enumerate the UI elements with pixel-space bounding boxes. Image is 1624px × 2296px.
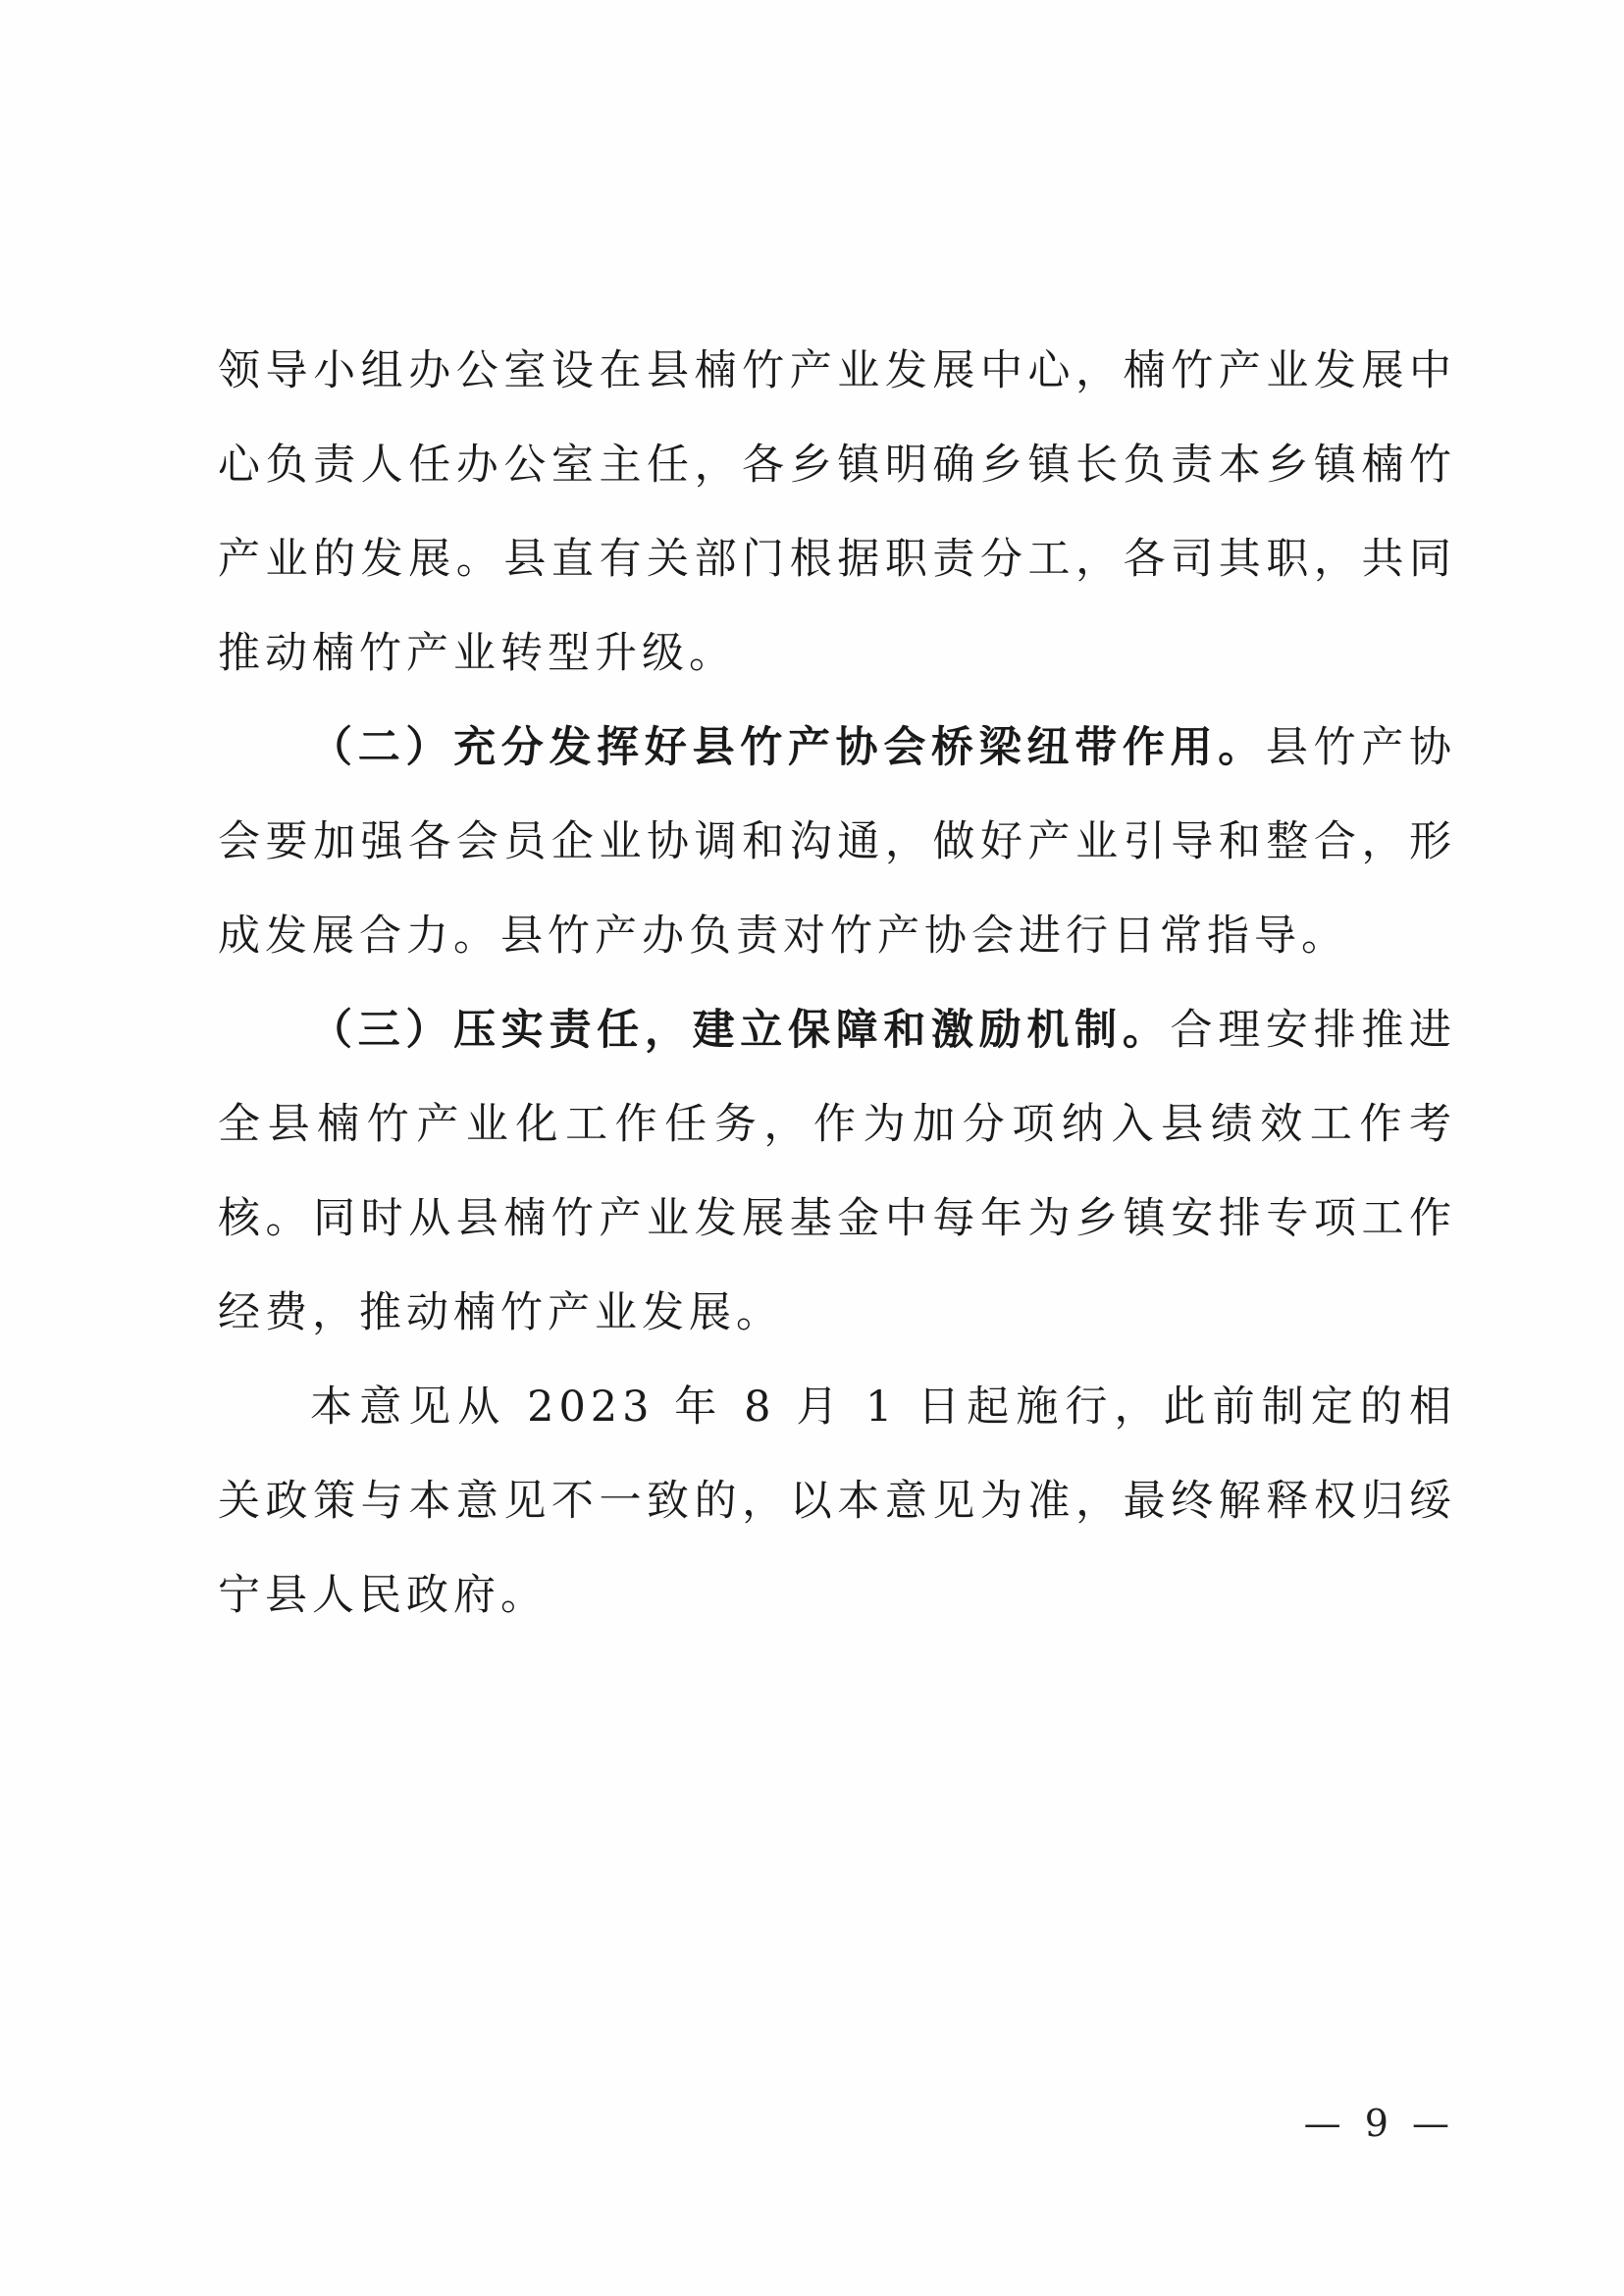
paragraph-3-heading: （三）压实责任，建立保障和激励机制。 <box>310 1006 1171 1055</box>
paragraph-2 <box>218 701 1456 983</box>
paragraph-3-text: 合理安排推进全县楠竹产业化工作任务，作为加分项纳入县绩效工作考核。同时从县楠竹产业发展基金中每年为乡镇安排专项工作经费，推动楠竹产业发展。 <box>218 1006 1457 1337</box>
paragraph-3 <box>218 983 1456 1360</box>
document-body <box>218 324 1456 1643</box>
paragraph-1-text: 领导小组办公室设在县楠竹产业发展中心，楠竹产业发展中心负责人任办公室主任，各乡镇明确乡镇长负责本乡镇楠竹产业的发展。县直有关部门根据职责分工，各司其职，共同推动楠竹产业转型升级。 <box>218 346 1456 678</box>
paragraph-4-text: 本意见从 2023 年 8 月 1 日起施行，此前制定的相关政策与本意见不一致的，以本意见为准，最终解释权归绥宁县人民政府。 <box>218 1383 1456 1620</box>
page-number: — 9 — <box>1303 2102 1455 2145</box>
paragraph-1 <box>218 324 1456 701</box>
paragraph-2-heading: （二）充分发挥好县竹产协会桥梁纽带作用。 <box>310 723 1266 772</box>
paragraph-2-text: 县竹产协会要加强各会员企业协调和沟通，做好产业引导和整合，形成发展合力。县竹产办负责对竹产协会进行日常指导。 <box>218 723 1457 961</box>
paragraph-4 <box>218 1360 1456 1643</box>
